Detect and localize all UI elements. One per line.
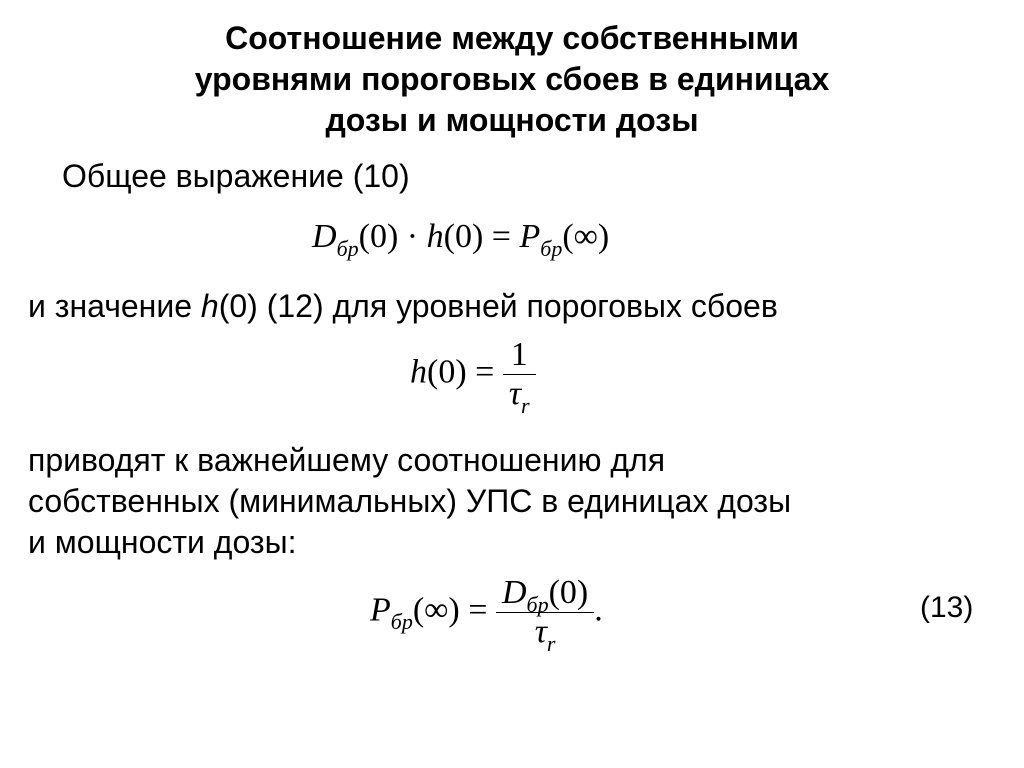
formula-13-eq: =: [468, 591, 488, 629]
formula-10-P-arg: (∞): [562, 218, 610, 255]
formula-13-P: P: [370, 591, 391, 629]
formula-12-tau: τ: [508, 375, 522, 412]
paragraph-relation-line-1: приводят к важнейшему соотношению для: [28, 442, 666, 478]
formula-10-P-sub: бр: [540, 236, 563, 261]
formula-13-tau-sub: r: [546, 631, 556, 656]
paragraph-relation-line-2: собственных (минимальных) УПС в единицах дозы: [28, 483, 792, 519]
formula-13-numerator: [496, 574, 594, 617]
formula-13-P-sub: бр: [390, 609, 413, 635]
formula-12-denominator: [503, 374, 536, 418]
formula-13-denominator: [496, 612, 594, 656]
formula-10-eq: =: [491, 218, 511, 255]
formula-13-D-arg: (0): [548, 574, 589, 611]
formula-10-h: h: [426, 218, 444, 255]
formula-10-h-arg: (0): [443, 218, 484, 255]
formula-10-P: P: [519, 218, 541, 255]
formula-12: [410, 336, 536, 418]
formula-12-h: h: [410, 353, 427, 391]
formula-12-fraction: [503, 336, 536, 418]
formula-13-fraction: [496, 574, 594, 656]
paragraph-h0-var: h: [200, 288, 219, 324]
intro-text: Общее выражение (10): [62, 158, 410, 194]
title-line-2: уровнями пороговых сбоев в единицах: [194, 61, 830, 97]
paragraph-h0-before: и значение: [28, 288, 201, 324]
formula-13-tau: τ: [534, 613, 547, 650]
formula-13-D: D: [501, 574, 527, 611]
paragraph-relation-line-3: и мощности дозы:: [28, 524, 297, 560]
paragraph-h0-after: (0) (12) для уровней пороговых сбоев: [218, 288, 778, 324]
title-line-3: дозы и мощности дозы: [325, 102, 699, 138]
formula-12-eq: =: [475, 353, 495, 391]
formula-13-D-sub: бр: [526, 592, 549, 617]
formula-10-D-sub: бр: [336, 236, 359, 261]
slide-title: [0, 18, 1024, 141]
title-line-1: Соотношение между собственными: [225, 20, 799, 56]
formula-13: [370, 574, 603, 656]
paragraph-relation: [28, 440, 791, 563]
formula-12-h-arg: (0): [427, 353, 467, 391]
formula-10-dot: ·: [406, 218, 419, 255]
formula-10: [312, 218, 610, 261]
formula-13-period: .: [594, 591, 603, 629]
formula-10-D: D: [312, 218, 337, 255]
formula-10-D-arg: (0): [358, 218, 399, 255]
formula-12-numerator: 1: [510, 336, 528, 373]
formula-12-tau-sub: r: [521, 393, 530, 418]
paragraph-h0: [28, 286, 778, 326]
equation-number: (13): [920, 591, 974, 624]
formula-13-P-arg: (∞): [412, 591, 460, 629]
